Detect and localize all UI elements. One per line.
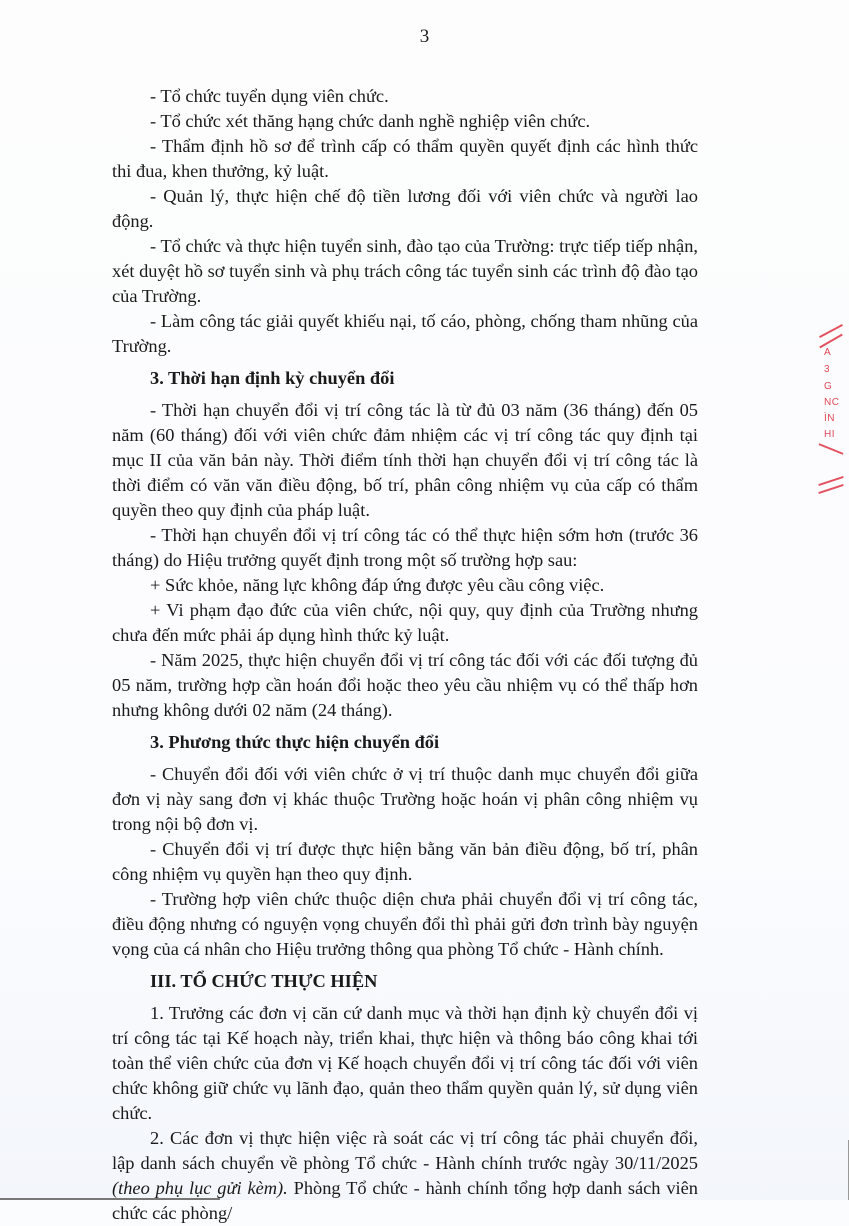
paragraph: + Vi phạm đạo đức của viên chức, nội quy, quy định của Trường nhưng chưa đến mức phải áp dụng hình thức kỷ luật. bbox=[112, 600, 698, 645]
stamp-letter: NC bbox=[824, 397, 840, 408]
paragraph: + Sức khỏe, năng lực không đáp ứng được yêu cầu công việc. bbox=[150, 575, 605, 595]
section-heading: III. TỔ CHỨC THỰC HIỆN bbox=[150, 971, 378, 991]
stamp-arc bbox=[819, 443, 844, 455]
paragraph-text: Phòng Tổ chức - hành chính tổng hợp danh sách viên chức các phòng/ bbox=[112, 1178, 698, 1223]
paragraph: - Thời hạn chuyển đổi vị trí công tác có thể thực hiện sớm hơn (trước 36 tháng) do Hiệu trưởng quyết định trong một số trường hợp sau: bbox=[112, 525, 698, 570]
document-body bbox=[112, 84, 698, 1226]
paragraph: - Thẩm định hồ sơ để trình cấp có thẩm quyền quyết định các hình thức thi đua, khen thưởng, kỷ luật. bbox=[112, 136, 698, 181]
paragraph: - Quản lý, thực hiện chế độ tiền lương đối với viên chức và người lao động. bbox=[112, 186, 698, 231]
paragraph: - Trường hợp viên chức thuộc diện chưa phải chuyển đổi vị trí công tác, điều động nhưng có nguyện vọng chuyển đổi thì phải gửi đơn trình bày nguyện vọng của cá nhân cho Hiệu trưởng thông qua phòng Tổ chức - Hành chính. bbox=[112, 889, 698, 959]
page-number: 3 bbox=[419, 26, 430, 47]
stamp-letter: ÌN bbox=[824, 413, 835, 424]
section-heading: 3. Thời hạn định kỳ chuyển đổi bbox=[150, 368, 395, 388]
red-stamp-fragment bbox=[818, 330, 849, 500]
paragraph: - Năm 2025, thực hiện chuyển đổi vị trí công tác đối với các đối tượng đủ 05 năm, trường hợp cần hoán đổi hoặc theo yêu cầu nhiệm vụ có thể thấp hơn nhưng không dưới 02 năm (24 tháng). bbox=[112, 650, 698, 720]
stamp-letter: A bbox=[824, 347, 832, 358]
paragraph: - Tổ chức và thực hiện tuyển sinh, đào tạo của Trường: trực tiếp tiếp nhận, xét duyệt hồ sơ tuyển sinh và phụ trách công tác tuyển sinh các trình độ đào tạo của Trường. bbox=[112, 236, 698, 306]
stamp-letter: HI bbox=[824, 429, 835, 440]
stamp-letter: G bbox=[824, 381, 833, 392]
paragraph: - Chuyển đổi vị trí được thực hiện bằng văn bản điều động, bố trí, phân công nhiệm vụ quyền hạn theo quy định. bbox=[112, 839, 698, 884]
paragraph: - Tổ chức xét thăng hạng chức danh nghề nghiệp viên chức. bbox=[150, 111, 591, 131]
paragraph-text: 2. Các đơn vị thực hiện việc rà soát các vị trí công tác phải chuyển đổi, lập danh sách chuyển về phòng Tổ chức - Hành chính trước ngày 30/11/2025 bbox=[112, 1128, 698, 1173]
stamp-arc bbox=[818, 484, 843, 494]
paragraph: - Thời hạn chuyển đổi vị trí công tác là từ đủ 03 năm (36 tháng) đến 05 năm (60 tháng) đối với viên chức đảm nhiệm các vị trí công tác quy định tại mục II của văn bản này. Thời điểm tính thời hạn chuyển đổi vị trí công tác là thời điểm có văn văn điều động, bố trí, phân công nhiệm vụ của cấp có thẩm quyền theo quy định của pháp luật. bbox=[112, 400, 698, 520]
paragraph: 1. Trưởng các đơn vị căn cứ danh mục và thời hạn định kỳ chuyển đổi vị trí công tác tại Kế hoạch này, triển khai, thực hiện và thông báo công khai tới toàn thể viên chức của đơn vị Kế hoạch chuyển đổi vị trí công tác đối với viên chức không giữ chức vụ lãnh đạo, quản theo thẩm quyền quản lý, sử dụng viên chức. bbox=[112, 1003, 698, 1123]
stamp-letter: 3 bbox=[824, 364, 831, 375]
paragraph bbox=[112, 1126, 698, 1226]
section-heading: 3. Phương thức thực hiện chuyển đổi bbox=[150, 732, 440, 752]
appendix-note: (theo phụ lục gửi kèm). bbox=[112, 1178, 288, 1198]
paragraph: - Làm công tác giải quyết khiếu nại, tố cáo, phòng, chống tham nhũng của Trường. bbox=[112, 311, 698, 356]
paragraph: - Tổ chức tuyển dụng viên chức. bbox=[150, 86, 389, 106]
paragraph: - Chuyển đổi đối với viên chức ở vị trí thuộc danh mục chuyển đổi giữa đơn vị này sang đơn vị khác thuộc Trường hoặc hoán vị phân công nhiệm vụ trong nội bộ đơn vị. bbox=[112, 764, 698, 834]
